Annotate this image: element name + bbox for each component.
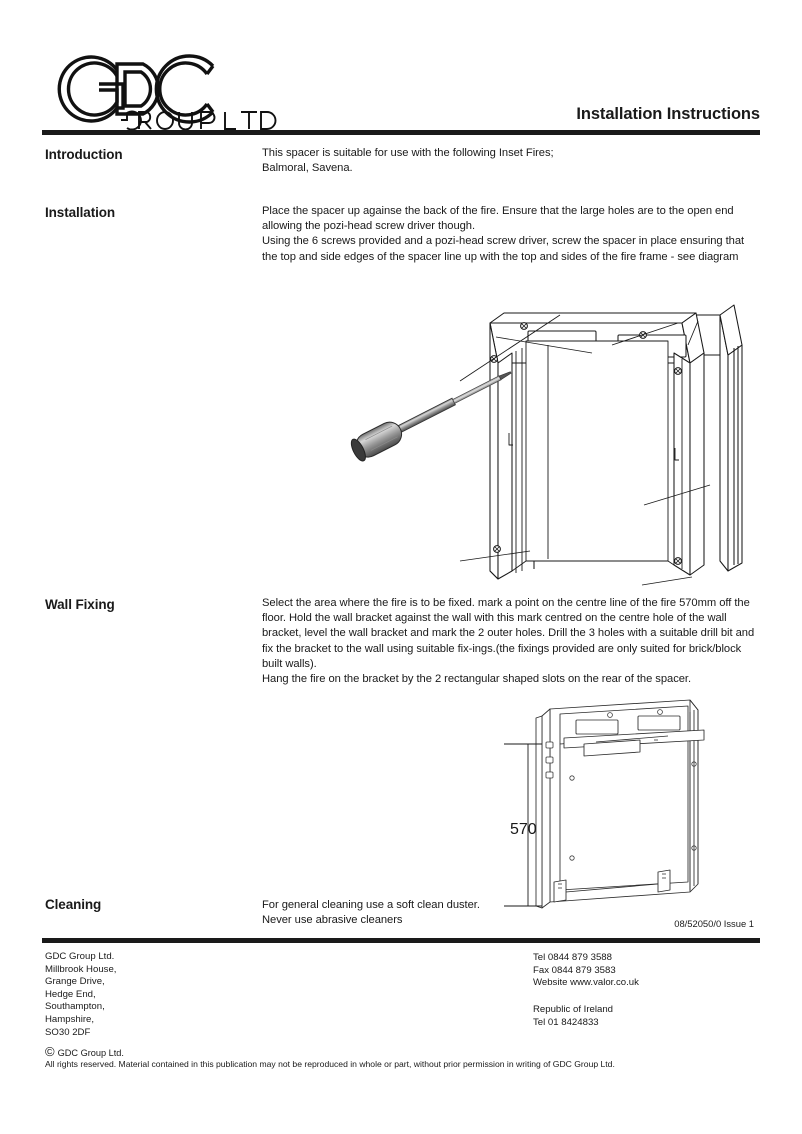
section-body-installation: Place the spacer up againse the back of the fire. Ensure that the large holes are to the open end allowing the pozi-head screw driver though. Using the 6 screws provided and a pozi-head screw driver, screw the spacer in place ensuring that the top and side edges of the spacer line up with the top and sides of the fire frame - see diagram: [262, 205, 745, 263]
section-body-cleaning: For general cleaning use a soft clean duster. Never use abrasive cleaners: [262, 899, 480, 927]
footer-contact-uk: Tel 0844 879 3588 Fax 0844 879 3583 Website www.valor.co.uk: [533, 952, 639, 989]
section-body-wall-fixing: Select the area where the fire is to be fixed. mark a point on the centre line of the fire 570mm off the floor. Hold the wall bracket against the wall with this mark centred on the centre hole of the wall bracket, level the wall bracket and mark the 2 outer holes. Drill the 3 holes with a suitable drill bit and fix the bracket to the wall using suitable fix-ings.(the fixings provided are only suited for brick/block built walls). Hang the fire on the bracket by the 2 rectangular shaped slots on the rear of the spacer.: [262, 597, 755, 686]
document-code: 08/52050/0 Issue 1: [674, 918, 754, 929]
copyright-icon: ©: [45, 1044, 55, 1059]
section-heading-wall-fixing: Wall Fixing: [45, 597, 115, 612]
section-heading-introduction: Introduction: [45, 147, 123, 162]
section-heading-cleaning: Cleaning: [45, 897, 102, 912]
header-divider: [42, 130, 760, 135]
page-title: Installation Instructions: [576, 105, 760, 123]
fire-spacer-assembly-diagram: [330, 293, 770, 593]
copyright-line: [45, 1046, 124, 1059]
dimension-label-570: 570: [510, 821, 537, 838]
footer-contact-ireland: Republic of Ireland Tel 01 8424833: [533, 1004, 613, 1028]
copyright-owner: GDC Group Ltd.: [57, 1047, 124, 1058]
footer-divider: [42, 938, 760, 943]
wall-bracket-height-diagram: [498, 694, 733, 922]
section-body-introduction: This spacer is suitable for use with the following Inset Fires; Balmoral, Savena.: [262, 147, 554, 175]
footer-address: GDC Group Ltd. Millbrook House, Grange Drive, Hedge End, Southampton, Hampshire, SO30 2DF: [45, 951, 117, 1038]
gdc-group-logo: [55, 40, 285, 130]
rights-reserved-text: All rights reserved. Material contained in this publication may not be reproduced in whole or part, without prior permission in writing of GDC Group Ltd.: [45, 1059, 615, 1069]
section-heading-installation: Installation: [45, 205, 116, 220]
